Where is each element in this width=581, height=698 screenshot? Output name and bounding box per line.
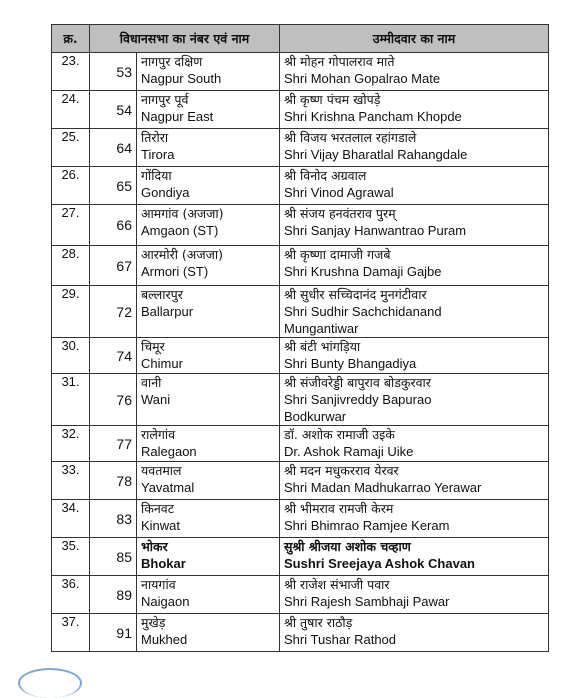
candidate-name-english: Shri Krishna Pancham Khopde [284, 109, 462, 124]
constituency-cell [90, 338, 280, 374]
candidate-cell [280, 374, 549, 426]
candidate-name-hindi: श्री कृष्ण पंचम खोपड़े [284, 92, 381, 107]
constituency-name-hindi: तिरोरा [141, 130, 169, 145]
candidate-cell [280, 129, 549, 167]
constituency-name-hindi: गोंदिया [141, 168, 172, 183]
serial-number: 27. [52, 205, 90, 246]
candidate-name-english: Shri Mohan Gopalrao Mate [284, 71, 441, 86]
constituency-name-english: Ralegaon [141, 444, 197, 459]
candidate-name-hindi: सुश्री श्रीजया अशोक चव्हाण [284, 539, 411, 554]
constituency-cell [90, 129, 280, 167]
constituency-cell [90, 538, 280, 576]
candidate-name-english: Shri Vijay Bharatlal Rahangdale [284, 147, 468, 162]
constituency-cell [90, 205, 280, 246]
constituency-number: 67 [116, 257, 132, 274]
constituency-number: 76 [116, 391, 132, 408]
table-row [52, 286, 549, 338]
constituency-name-hindi: मुखेड़ [141, 615, 166, 630]
constituency-number: 74 [116, 347, 132, 364]
candidate-table [51, 24, 549, 652]
candidate-name-hindi: श्री विजय भरतलाल रहांगडाले [284, 130, 417, 145]
constituency-name-hindi: भोकर [141, 539, 168, 554]
constituency-name-hindi: रालेगांव [141, 427, 176, 442]
constituency-number: 78 [116, 472, 132, 489]
constituency-cell [90, 246, 280, 286]
constituency-name-english: Yavatmal [141, 480, 195, 495]
serial-number: 29. [52, 286, 90, 338]
constituency-cell [90, 286, 280, 338]
serial-number: 33. [52, 462, 90, 500]
constituency-name-english: Ballarpur [141, 304, 194, 319]
constituency-name-hindi: नायगांव [141, 577, 176, 592]
constituency-name-english: Armori (ST) [141, 264, 209, 279]
constituency-name-hindi: यवतमाल [141, 463, 182, 478]
serial-number: 30. [52, 338, 90, 374]
candidate-name-hindi: श्री मोहन गोपालराव माते [284, 54, 395, 69]
candidate-name-english: Mungantiwar [284, 321, 359, 336]
constituency-number: 64 [116, 139, 132, 156]
candidate-name-hindi: श्री संजीवरेड्डी बापुराव बोडकुरवार [284, 375, 431, 390]
table-row [52, 129, 549, 167]
header-candidate: उम्मीदवार का नाम [280, 25, 549, 53]
constituency-name-english: Gondiya [141, 185, 190, 200]
constituency-name-english: Bhokar [141, 556, 186, 571]
candidate-cell [280, 462, 549, 500]
table-row [52, 205, 549, 246]
candidate-name-hindi: श्री सुधीर सच्चिदानंद मुनगंटीवार [284, 287, 427, 302]
constituency-cell [90, 462, 280, 500]
constituency-cell [90, 500, 280, 538]
constituency-number: 65 [116, 177, 132, 194]
constituency-cell [90, 614, 280, 652]
candidate-name-english: Shri Bunty Bhangadiya [284, 356, 417, 371]
candidate-name-hindi: श्री कृष्णा दामाजी गजबे [284, 247, 391, 262]
constituency-number: 53 [116, 63, 132, 80]
candidate-cell [280, 576, 549, 614]
table-row [52, 500, 549, 538]
candidate-name-hindi: श्री विनोद अग्रवाल [284, 168, 367, 183]
serial-number: 23. [52, 53, 90, 91]
constituency-name-english: Kinwat [141, 518, 181, 533]
constituency-name-hindi: नागपुर दक्षिण [141, 54, 203, 69]
table-row [52, 374, 549, 426]
constituency-name-english: Tirora [141, 147, 175, 162]
candidate-name-english: Shri Tushar Rathod [284, 632, 397, 647]
serial-number: 32. [52, 426, 90, 462]
candidate-name-english: Bodkurwar [284, 409, 347, 424]
constituency-name-hindi: नागपुर पूर्व [141, 92, 189, 107]
constituency-cell [90, 167, 280, 205]
constituency-number: 72 [116, 303, 132, 320]
constituency-name-english: Nagpur South [141, 71, 222, 86]
serial-number: 35. [52, 538, 90, 576]
serial-number: 25. [52, 129, 90, 167]
candidate-cell [280, 286, 549, 338]
candidate-name-english: Shri Sudhir Sachchidanand [284, 304, 442, 319]
candidate-name-hindi: डॉ. अशोक रामाजी उइके [284, 427, 395, 442]
constituency-name-english: Chimur [141, 356, 183, 371]
constituency-number: 54 [116, 101, 132, 118]
candidate-name-english: Shri Madan Madhukarrao Yerawar [284, 480, 482, 495]
constituency-name-hindi: आमगांव (अजजा) [141, 206, 224, 221]
constituency-name-english: Wani [141, 392, 171, 407]
candidate-cell [280, 91, 549, 129]
constituency-cell [90, 374, 280, 426]
candidate-cell [280, 167, 549, 205]
candidate-name-english: Shri Vinod Agrawal [284, 185, 394, 200]
table-row [52, 426, 549, 462]
constituency-number: 77 [116, 435, 132, 452]
serial-number: 37. [52, 614, 90, 652]
constituency-name-hindi: चिमूर [141, 339, 165, 354]
constituency-number: 89 [116, 586, 132, 603]
constituency-name-hindi: किनवट [141, 501, 175, 516]
candidate-name-hindi: श्री बंटी भांगड़िया [284, 339, 361, 354]
serial-number: 34. [52, 500, 90, 538]
constituency-number: 83 [116, 510, 132, 527]
candidate-name-hindi: श्री तुषार राठौड़ [284, 615, 353, 630]
serial-number: 28. [52, 246, 90, 286]
constituency-cell [90, 91, 280, 129]
candidate-name-english: Shri Sanjivreddy Bapurao [284, 392, 432, 407]
candidate-name-english: Shri Bhimrao Ramjee Keram [284, 518, 450, 533]
serial-number: 24. [52, 91, 90, 129]
candidate-name-english: Shri Krushna Damaji Gajbe [284, 264, 442, 279]
constituency-number: 91 [116, 624, 132, 641]
constituency-cell [90, 576, 280, 614]
serial-number: 26. [52, 167, 90, 205]
candidate-name-hindi: श्री राजेश संभाजी पवार [284, 577, 390, 592]
constituency-name-english: Nagpur East [141, 109, 214, 124]
seal-fragment-icon [18, 668, 82, 698]
constituency-name-english: Naigaon [141, 594, 190, 609]
table-row [52, 576, 549, 614]
candidate-name-hindi: श्री भीमराव रामजी केरम [284, 501, 394, 516]
constituency-cell [90, 426, 280, 462]
constituency-name-english: Amgaon (ST) [141, 223, 219, 238]
candidate-cell [280, 614, 549, 652]
candidate-name-english: Dr. Ashok Ramaji Uike [284, 444, 414, 459]
candidate-name-english: Shri Rajesh Sambhaji Pawar [284, 594, 450, 609]
candidate-cell [280, 53, 549, 91]
constituency-cell [90, 53, 280, 91]
constituency-name-hindi: बल्लारपुर [141, 287, 183, 302]
table-row [52, 91, 549, 129]
table-row [52, 246, 549, 286]
constituency-number: 66 [116, 217, 132, 233]
table-row [52, 462, 549, 500]
constituency-name-hindi: आरमोरी (अजजा) [141, 247, 224, 262]
header-serial: क्र. [52, 25, 90, 53]
table-row [52, 167, 549, 205]
table-row [52, 538, 549, 576]
constituency-name-english: Mukhed [141, 632, 188, 647]
table-row [52, 614, 549, 652]
table-header-row [52, 25, 549, 53]
serial-number: 36. [52, 576, 90, 614]
candidate-cell [280, 205, 549, 246]
table-row [52, 53, 549, 91]
constituency-number: 85 [116, 548, 132, 565]
candidate-cell [280, 426, 549, 462]
candidate-name-english: Sushri Sreejaya Ashok Chavan [284, 556, 475, 571]
serial-number: 31. [52, 374, 90, 426]
candidate-cell [280, 500, 549, 538]
constituency-name-hindi: वानी [141, 375, 162, 390]
candidate-name-hindi: श्री संजय हनवंतराव पुरम् [284, 206, 396, 221]
candidate-cell [280, 246, 549, 286]
header-constituency: विधानसभा का नंबर एवं नाम [90, 25, 280, 53]
candidate-name-hindi: श्री मदन मधुकरराव येरवर [284, 463, 399, 478]
candidate-name-english: Shri Sanjay Hanwantrao Puram [284, 223, 467, 238]
candidate-cell [280, 538, 549, 576]
table-row [52, 338, 549, 374]
candidate-cell [280, 338, 549, 374]
